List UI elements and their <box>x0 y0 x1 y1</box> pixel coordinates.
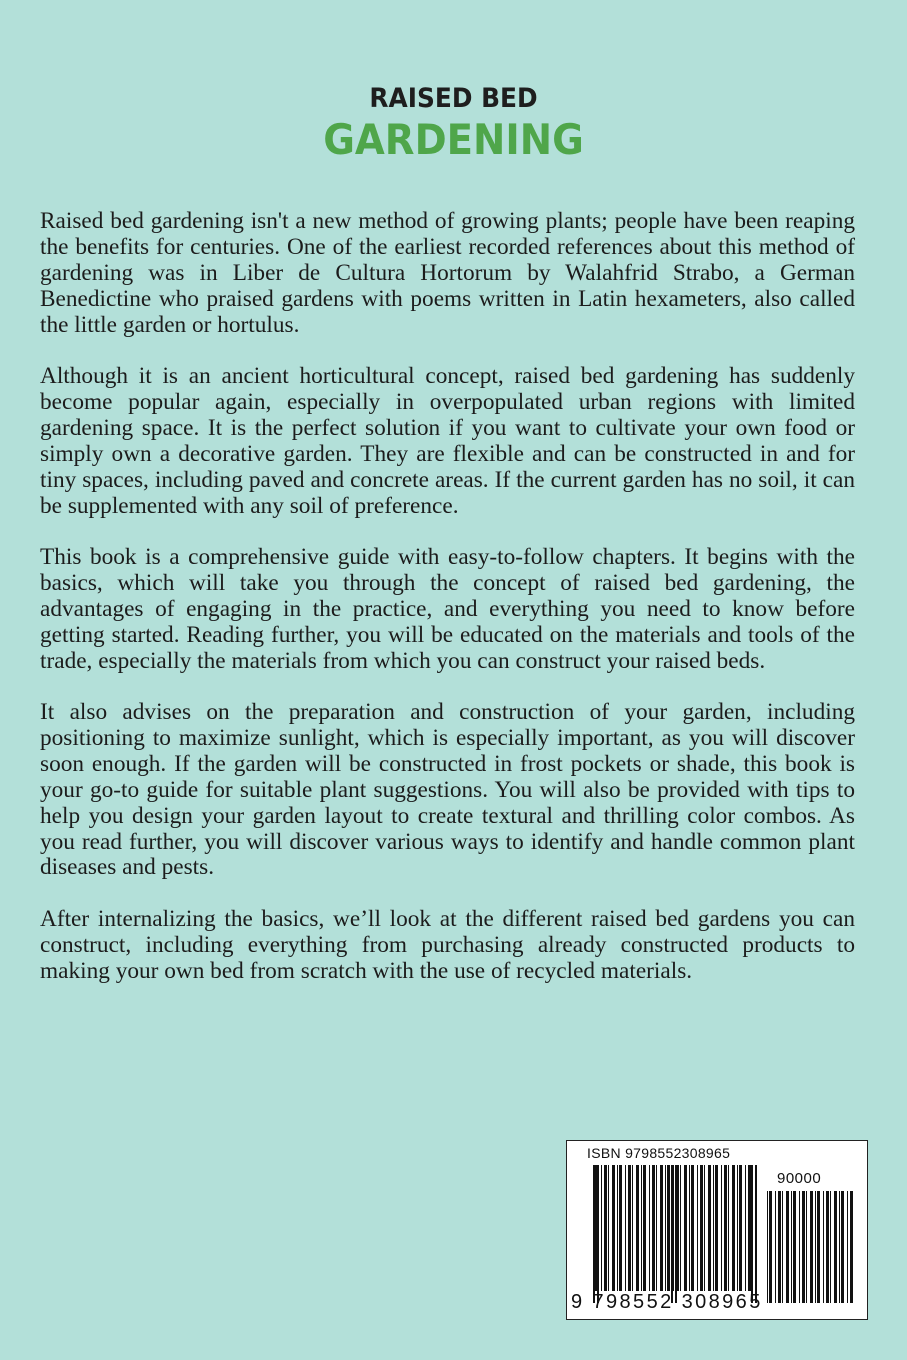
blurb-text <box>40 209 855 1010</box>
title-block <box>0 84 907 164</box>
paragraph-3: This book is a comprehensive guide with easy-to-follow chapters. It begins with the basics, which will take you through the concept of raised bed gardening, the advantages of engaging in the practice, and everything you need to know before getting started. Reading further, you will be educated on the materials and tools of the trade, especially the materials from which you can construct your raised beds. <box>40 543 855 674</box>
paragraph-4: It also advises on the preparation and construction of your garden, including positioning to maximize sunlight, which is especially important, as you will discover soon enough. If the garden will be constructed in frost pockets or shade, this book is your go-to guide for suitable plant suggestions. You will also be provided with tips to help you design your garden layout to create textural and thrilling color combos. As you read further, you will discover various ways to identify and handle common plant diseases and pests. <box>40 699 855 881</box>
paragraph-5: After internalizing the basics, we’ll look at the different raised bed gardens you can construct, including everything from purchasing already constructed products to making your own bed from scratch with the use of recycled materials. <box>40 905 855 984</box>
title-gardening: GARDENING <box>323 115 584 164</box>
isbn-label: ISBN 9798552308965 <box>587 1145 731 1161</box>
paragraph-1: Raised bed gardening isn't a new method of growing plants; people have been reaping the benefits for centuries. One of the earliest recorded references about this method of gardening was in Liber de Cultura Hortorum by Walahfrid Strabo, a German Benedictine who praised gardens with poems written in Latin hexameters, also called the little garden or hortulus. <box>40 208 855 338</box>
ean-digits: 9 798552 308965 <box>571 1291 763 1313</box>
paragraph-2: Although it is an ancient horticultural concept, raised bed gardening has suddenly become popular again, especially in overpopulated urban regions with limited gardening space. It is the perfect solution if you want to cultivate your own food or simply own a decorative garden. They are flexible and can be constructed in and for tiny spaces, including paved and concrete areas. If the current garden has no soil, it can be supplemented with any soil of preference. <box>40 363 855 519</box>
title-raised-bed: RAISED BED <box>369 83 538 114</box>
price-code: 90000 <box>777 1170 822 1187</box>
isbn-barcode <box>566 1140 868 1320</box>
